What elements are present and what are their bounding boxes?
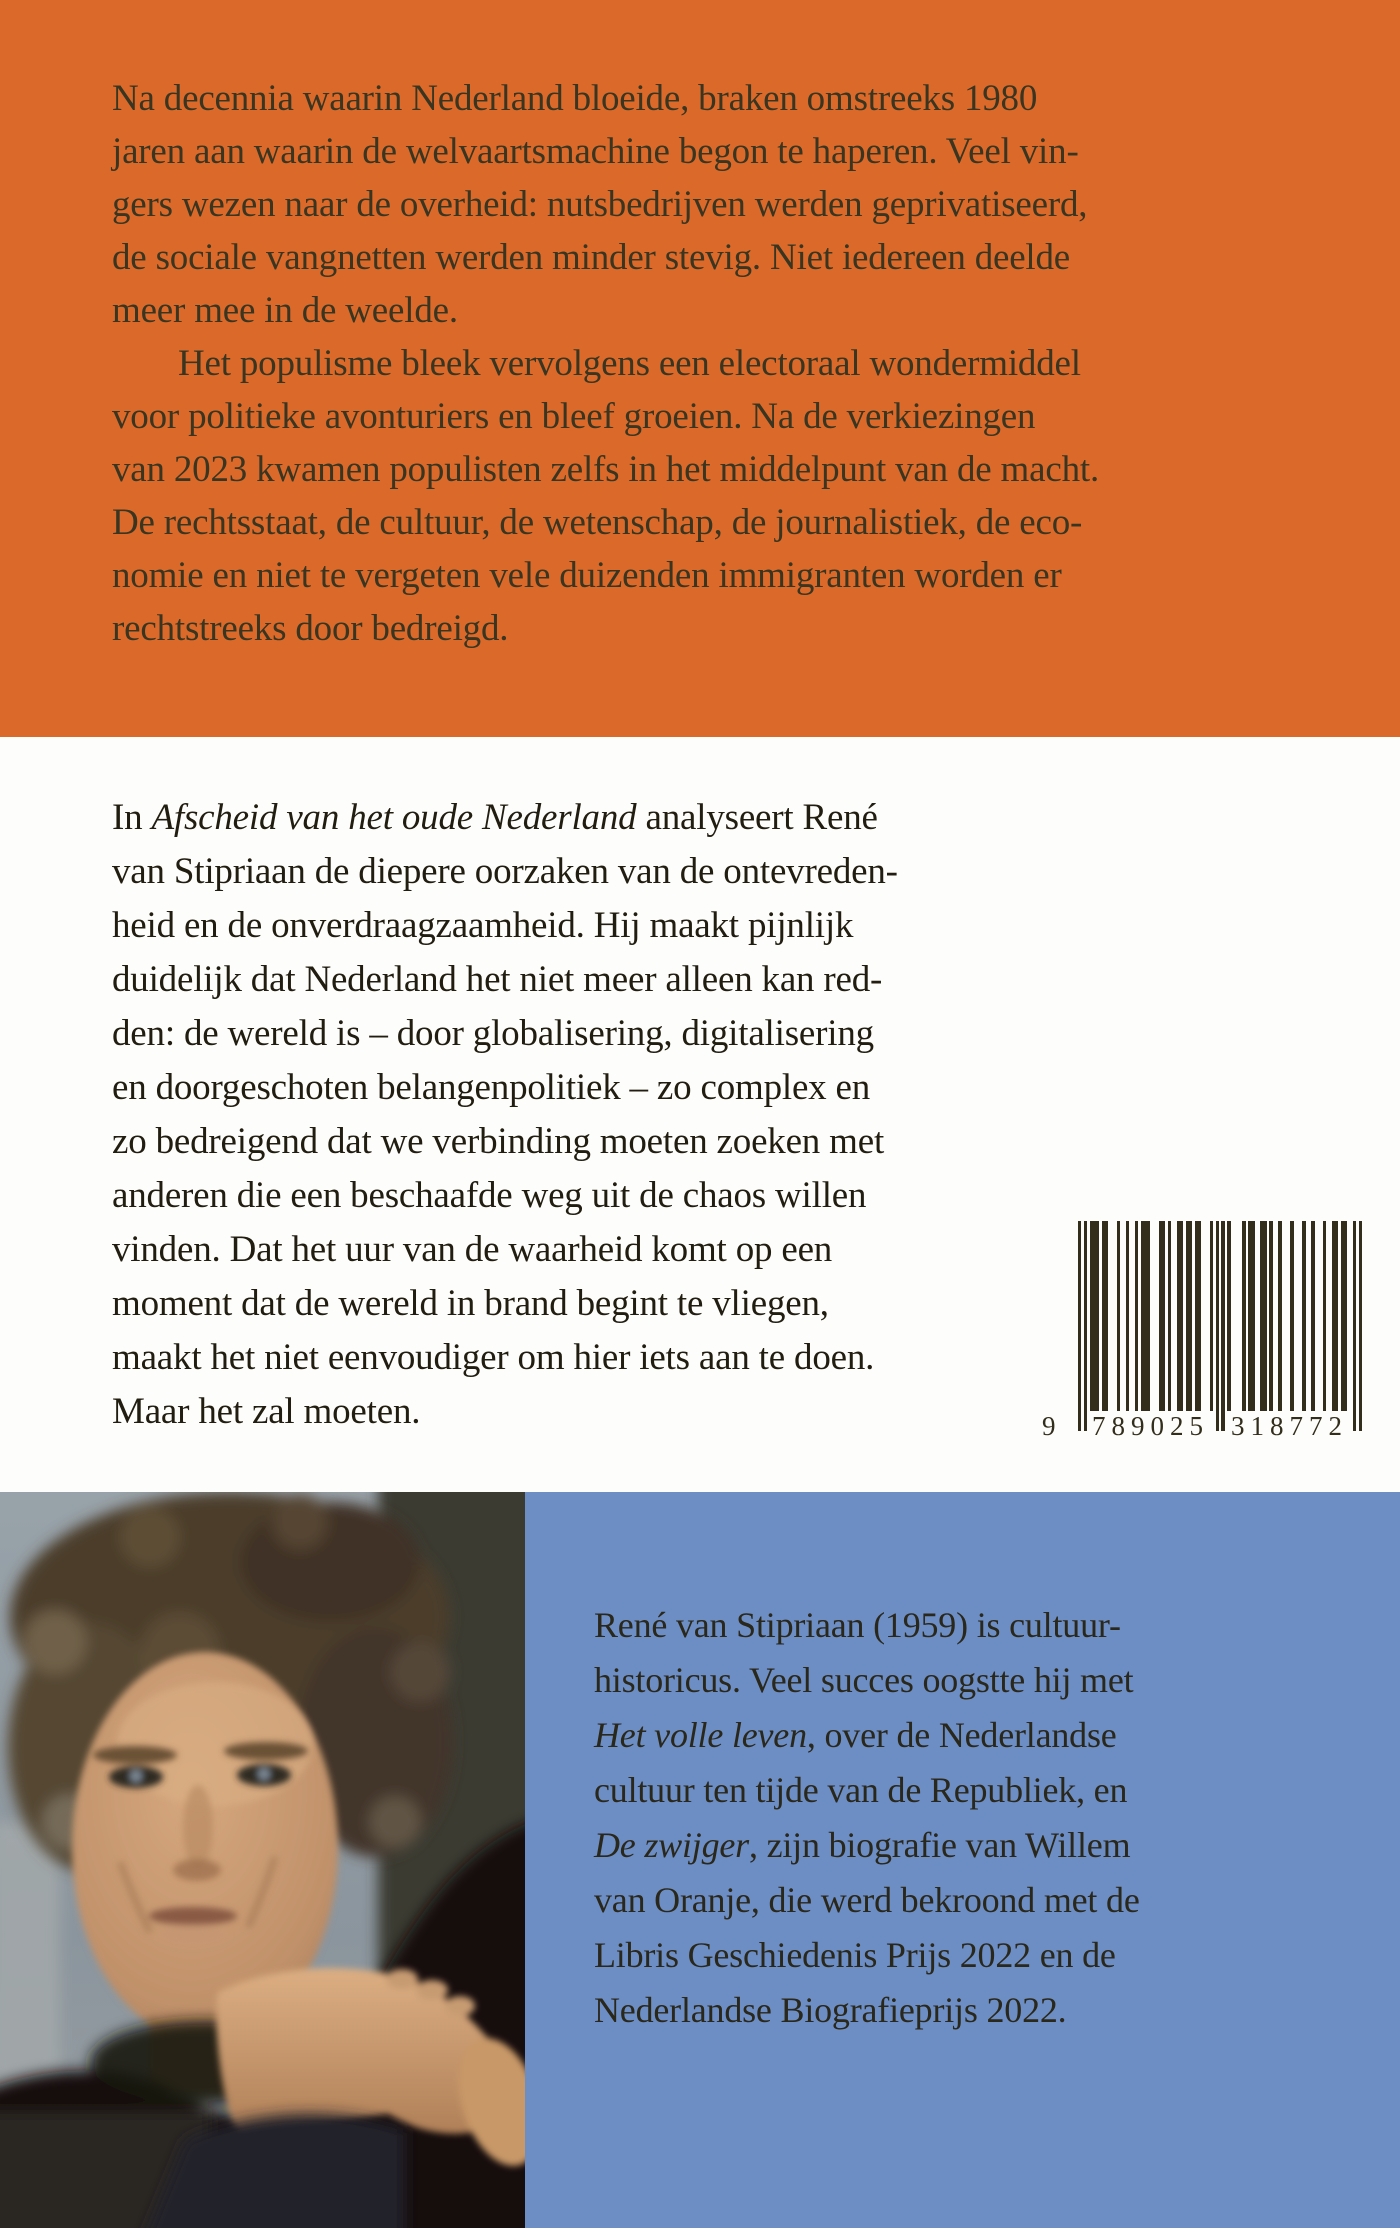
isbn-barcode [1042, 1221, 1362, 1457]
synopsis-text [112, 791, 898, 1439]
text-line: zo bedreigend dat we verbinding moeten zoeken met [112, 1121, 885, 1162]
text-line: De zwijger, zijn biografie van Willem [594, 1825, 1131, 1865]
text-line: historicus. Veel succes oogstte hij met [594, 1660, 1134, 1700]
text-line: gers wezen naar de overheid: nutsbedrijven werden geprivatiseerd, [112, 184, 1088, 225]
isbn-digits-right: 318772 [1231, 1411, 1348, 1441]
text-line: Nederlandse Biografieprijs 2022. [594, 1990, 1067, 2030]
isbn-digit-first: 9 [1042, 1411, 1056, 1441]
text-line: van Stipriaan de diepere oorzaken van de ontevreden- [112, 851, 898, 892]
text-line: en doorgeschoten belangenpolitiek – zo complex en [112, 1067, 871, 1108]
top-blurb-section [0, 0, 1400, 737]
text-line: De rechtsstaat, de cultuur, de wetenschap, de journalistiek, de eco- [112, 502, 1083, 543]
author-photo [0, 1492, 525, 2228]
barcode-bars [1078, 1221, 1362, 1433]
text-line: jaren aan waarin de welvaartsmachine begon te haperen. Veel vin- [112, 131, 1079, 172]
text-line: Libris Geschiedenis Prijs 2022 en de [594, 1935, 1116, 1975]
text-line: Het volle leven, over de Nederlandse [594, 1715, 1117, 1755]
text-line: meer mee in de weelde. [112, 290, 458, 331]
author-section [0, 1492, 1400, 2228]
blurb-text [112, 72, 1099, 655]
text-line: heid en de onverdraagzaamheid. Hij maakt pijnlijk [112, 905, 854, 946]
paragraph [112, 72, 1099, 337]
text-line: In Afscheid van het oude Nederland analyseert René [112, 797, 878, 838]
text-line: nomie en niet te vergeten vele duizenden immigranten worden er [112, 555, 1062, 596]
text-line: anderen die een beschaafde weg uit de chaos willen [112, 1175, 867, 1216]
text-line: cultuur ten tijde van de Republiek, en [594, 1770, 1128, 1810]
text-line: Na decennia waarin Nederland bloeide, braken omstreeks 1980 [112, 78, 1038, 119]
text-line: van Oranje, die werd bekroond met de [594, 1880, 1140, 1920]
paragraph [112, 337, 1099, 655]
author-portrait-illustration [0, 1492, 525, 2228]
text-line: de sociale vangnetten werden minder stevig. Niet iedereen deelde [112, 237, 1071, 278]
text-line: voor politieke avonturiers en bleef groeien. Na de verkiezingen [112, 396, 1036, 437]
synopsis-section [0, 737, 1400, 1492]
text-line: vinden. Dat het uur van de waarheid komt op een [112, 1229, 833, 1270]
author-bio-panel [525, 1492, 1400, 2228]
text-line: René van Stipriaan (1959) is cultuur- [594, 1605, 1121, 1645]
author-bio-text [594, 1598, 1140, 2038]
isbn-digits-left: 789025 [1092, 1411, 1209, 1441]
text-line: rechtstreeks door bedreigd. [112, 608, 509, 649]
text-line: van 2023 kwamen populisten zelfs in het middelpunt van de macht. [112, 449, 1099, 490]
text-line: duidelijk dat Nederland het niet meer alleen kan red- [112, 959, 883, 1000]
text-line: Maar het zal moeten. [112, 1391, 421, 1432]
text-line: maakt het niet eenvoudiger om hier iets aan te doen. [112, 1337, 875, 1378]
text-line: moment dat de wereld in brand begint te vliegen, [112, 1283, 829, 1324]
text-line: den: de wereld is – door globalisering, digitalisering [112, 1013, 874, 1054]
text-line: Het populisme bleek vervolgens een electoraal wondermiddel [178, 343, 1081, 384]
